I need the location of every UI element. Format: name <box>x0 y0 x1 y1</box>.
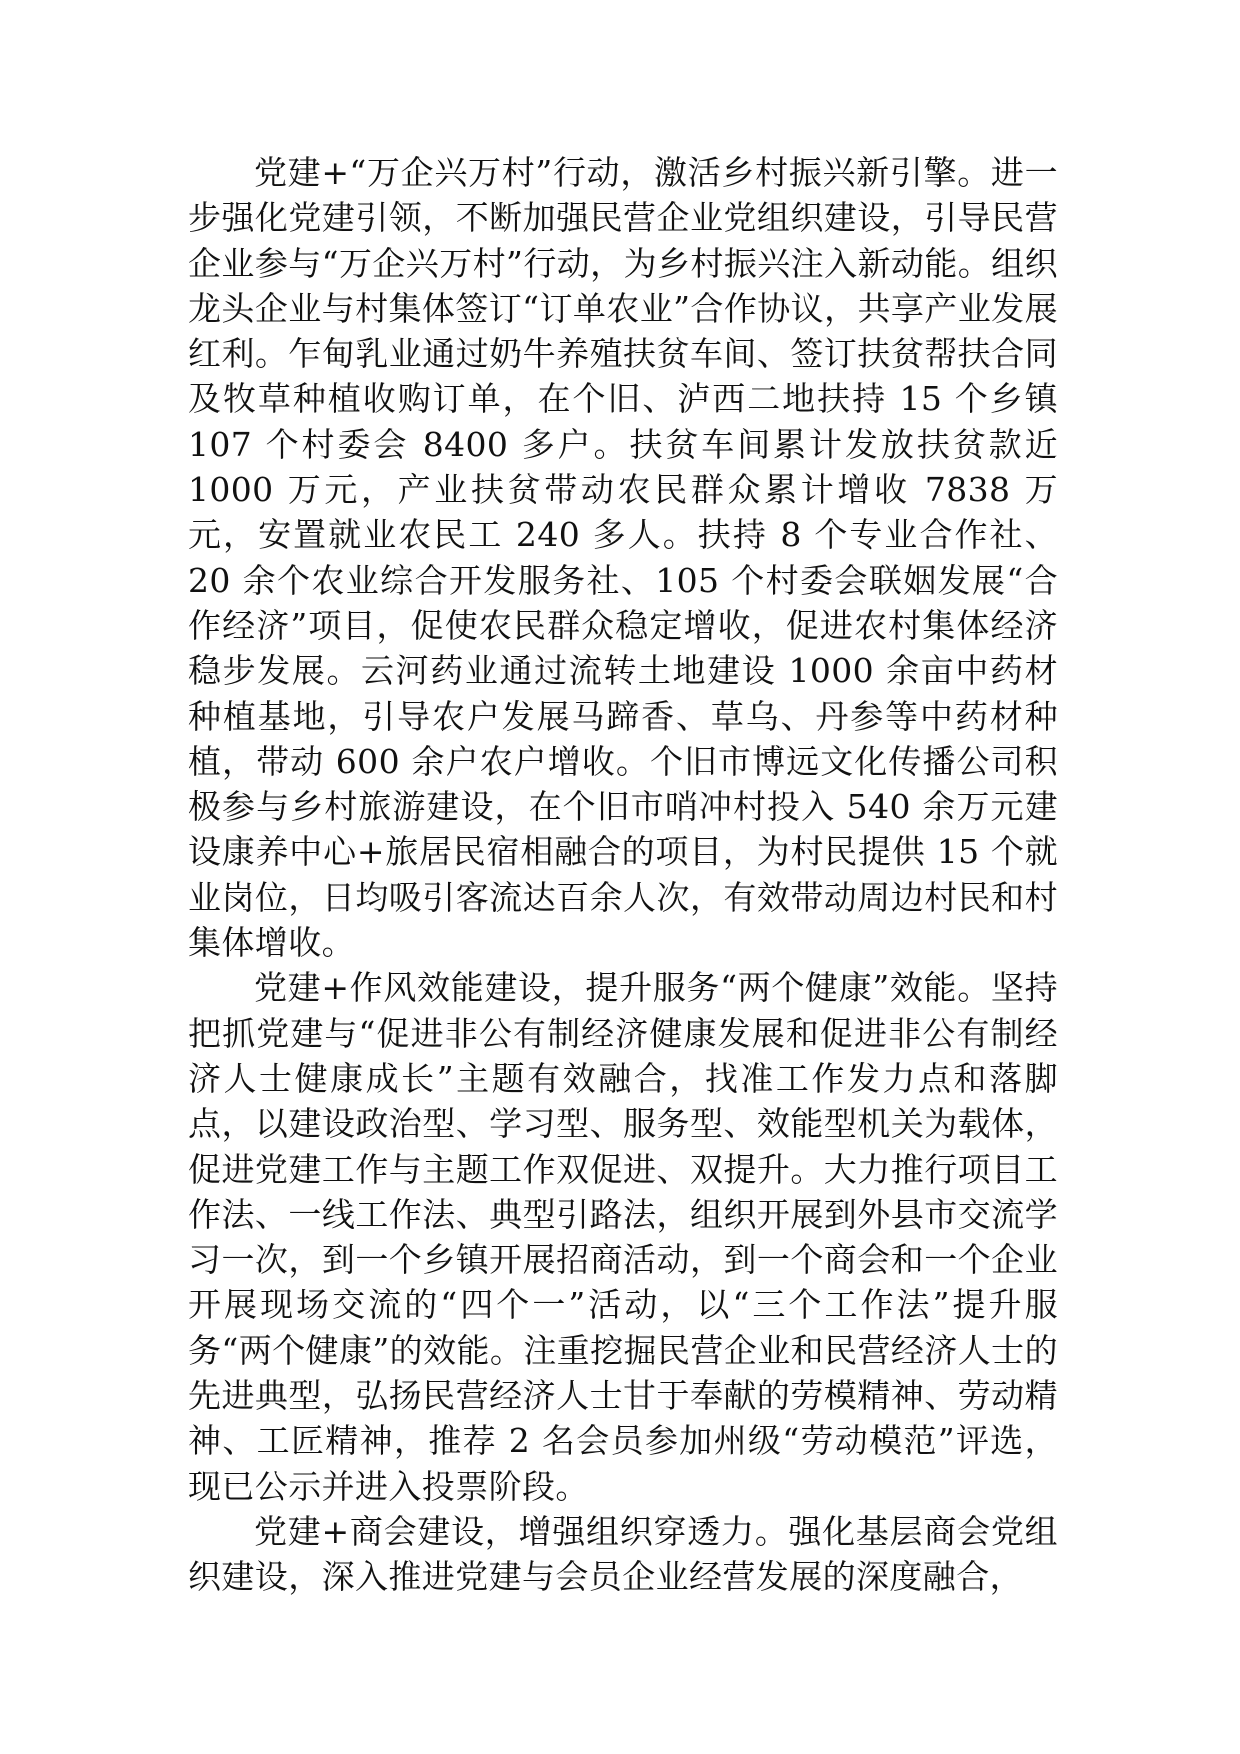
paragraph-wanqi-xingwancun: 党建+“万企兴万村”行动，激活乡村振兴新引擎。进一步强化党建引领，不断加强民营企业党组织建设，引导民营企业参与“万企兴万村”行动，为乡村振兴注入新动能。组织龙头企业与村集体签订“订单农业”合作协议，共享产业发展红利。乍甸乳业通过奶牛养殖扶贫车间、签订扶贫帮扶合同及牧草种植收购订单，在个旧、泸西二地扶持 15 个乡镇 107 个村委会 8400 多户。扶贫车间累计发放扶贫款近 1000 万元，产业扶贫带动农民群众累计增收 7838 万元，安置就业农民工 240 多人。扶持 8 个专业合作社、20 余个农业综合开发服务社、105 个村委会联姻发展“合作经济”项目，促使农民群众稳定增收，促进农村集体经济稳步发展。云河药业通过流转土地建设 1000 余亩中药材种植基地，引导农户发展马蹄香、草乌、丹参等中药材种植，带动 600 余户农户增收。个旧市博远文化传播公司积极参与乡村旅游建设，在个旧市哨冲村投入 540 余万元建设康养中心+旅居民宿相融合的项目，为村民提供 15 个就业岗位，日均吸引客流达百余人次，有效带动周边村民和村集体增收。 <box>188 153 1058 963</box>
paragraph-shanghui-jianshe: 党建+商会建设，增强组织穿透力。强化基层商会党组织建设，深入推进党建与会员企业经营发展的深度融合， <box>188 1511 1058 1597</box>
body-text <box>188 150 1058 1600</box>
paragraph-zuofeng-xiaoneng: 党建+作风效能建设，提升服务“两个健康”效能。坚持把抓党建与“促进非公有制经济健康发展和促进非公有制经济人士健康成长”主题有效融合，找准工作发力点和落脚点，以建设政治型、学习型、服务型、效能型机关为载体，促进党建工作与主题工作双促进、双提升。大力推行项目工作法、一线工作法、典型引路法，组织开展到外县市交流学习一次，到一个乡镇开展招商活动，到一个商会和一个企业开展现场交流的“四个一”活动，以“三个工作法”提升服务“两个健康”的效能。注重挖掘民营企业和民营经济人士的先进典型，弘扬民营经济人士甘于奉献的劳模精神、劳动精神、工匠精神，推荐 2 名会员参加州级“劳动模范”评选，现已公示并进入投票阶段。 <box>188 968 1058 1506</box>
